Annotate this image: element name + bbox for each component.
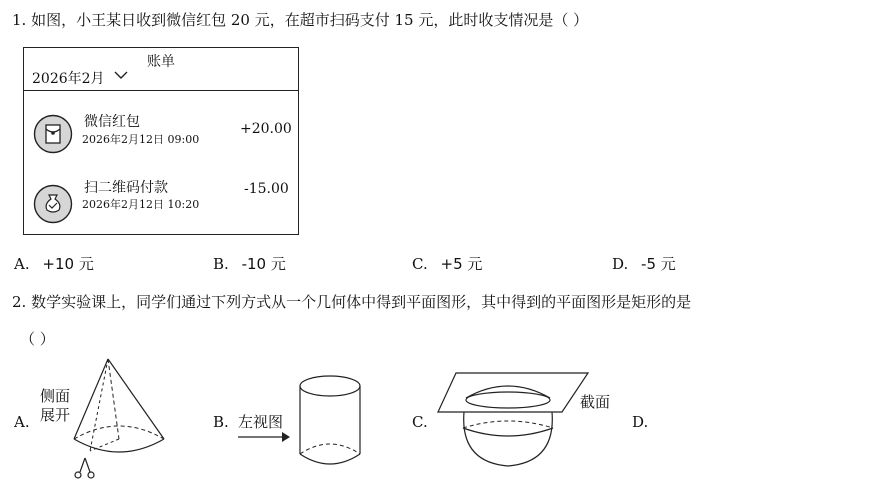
red-packet-icon — [33, 114, 73, 154]
option-unit: 元 — [467, 255, 483, 273]
option-unit: 元 — [660, 255, 676, 273]
bill-divider — [24, 90, 298, 91]
scan-pay-icon — [33, 184, 73, 224]
option-label: B. — [213, 255, 229, 273]
transaction-time: 2026年2月12日 09:00 — [82, 133, 200, 146]
q2-option-c-label[interactable]: C. — [412, 413, 428, 431]
option-label: A. — [14, 255, 30, 273]
option-label: D. — [612, 255, 629, 273]
option-a[interactable] — [14, 253, 94, 274]
option-label: C. — [412, 255, 428, 273]
transaction-amount: +20.00 — [240, 121, 292, 137]
q2-option-a-label[interactable]: A. — [14, 413, 30, 431]
option-c[interactable] — [412, 253, 482, 274]
question-1-stem: 1. 如图，小王某日收到微信红包 20 元，在超市扫码支付 15 元，此时收支情况是（ ） — [12, 11, 589, 29]
q2-option-c-caption: 截面 — [580, 393, 611, 411]
option-d[interactable] — [612, 253, 676, 274]
transaction-name: 扫二维码付款 — [84, 180, 168, 196]
transaction-name: 微信红包 — [84, 114, 140, 130]
option-unit: 元 — [270, 255, 286, 273]
q2-option-a-caption-line1: 侧面 — [40, 387, 71, 405]
option-value: +5 — [440, 255, 463, 273]
bill-card — [23, 47, 299, 235]
cylinder-figure — [296, 372, 366, 468]
option-value: +10 — [42, 255, 75, 273]
chevron-down-icon — [114, 70, 128, 80]
q2-option-d-label[interactable]: D. — [632, 413, 649, 431]
q2-option-b-caption: 左视图 — [238, 413, 284, 431]
option-value: -5 — [641, 255, 657, 273]
transaction-amount: -15.00 — [244, 181, 289, 197]
question-2-answer-paren: （ ） — [20, 330, 55, 348]
sphere-section-figure — [436, 370, 592, 474]
arrow-right-icon — [236, 430, 292, 444]
transaction-time: 2026年2月12日 10:20 — [82, 198, 200, 211]
question-2-stem: 2. 数学实验课上，同学们通过下列方式从一个几何体中得到平面图形，其中得到的平面图形是矩形的是 — [12, 293, 692, 311]
scissors-icon — [75, 458, 94, 478]
q2-option-a-caption-line2: 展开 — [40, 406, 71, 424]
cone-with-scissors-figure — [60, 355, 170, 485]
bill-month: 2026年2月 — [32, 71, 105, 87]
option-b[interactable] — [213, 253, 286, 274]
option-value: -10 — [241, 255, 267, 273]
bill-title: 账单 — [147, 54, 175, 70]
option-unit: 元 — [78, 255, 94, 273]
q2-option-b-label[interactable]: B. — [213, 413, 229, 431]
